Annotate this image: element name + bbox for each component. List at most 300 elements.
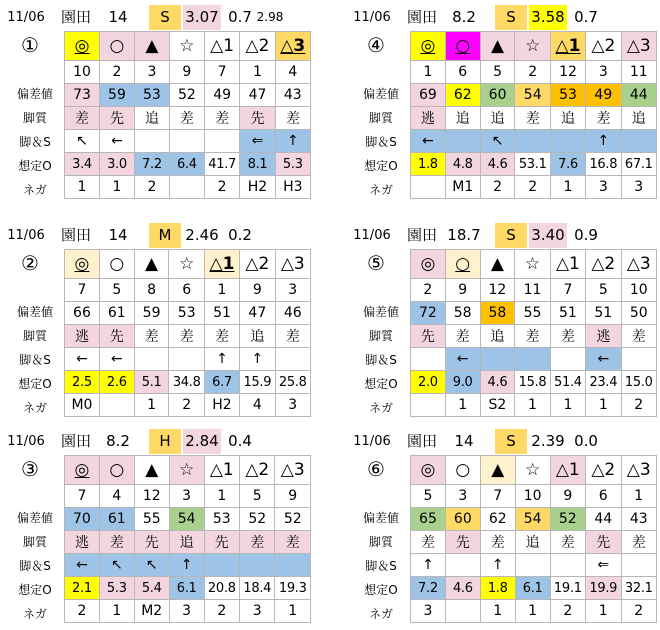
leg-s-cell: ↑ [411, 554, 446, 577]
estimated-odds-cell: 53.1 [515, 153, 550, 176]
leg-type-cell: 逃 [65, 325, 100, 348]
estimated-odds-cell: 7.6 [550, 153, 585, 176]
deviation-cell: 54 [169, 508, 204, 531]
negative-cell: 1 [134, 394, 169, 417]
horse-number-row [411, 61, 657, 84]
estimated-odds-cell: 6.4 [169, 153, 204, 176]
leg-type-cell: 先 [99, 325, 134, 348]
estimated-odds-cell: 8.1 [240, 153, 275, 176]
mark-cell: ▲ [134, 456, 169, 485]
leg-s-cell: ← [445, 348, 480, 371]
race-panel-6 [352, 429, 657, 624]
deviation-cell: 55 [515, 302, 550, 325]
leg-type-cell: 追 [621, 107, 656, 130]
leg-s-row [411, 130, 657, 153]
horse-number-cell: 9 [275, 485, 311, 508]
estimated-odds-cell: 5.3 [99, 577, 134, 600]
negative-row [411, 394, 657, 417]
race-header [6, 5, 311, 30]
leg-s-cell [550, 130, 585, 153]
estimated-odds-cell: 5.4 [134, 577, 169, 600]
leg-s-cell [515, 554, 550, 577]
race-index-a: 3.07 [183, 5, 221, 30]
label-estimated-odds: 想定O [364, 377, 398, 391]
horse-number-cell: 3 [134, 61, 169, 84]
label-estimated-odds: 想定O [364, 159, 398, 173]
leg-type-cell: 追 [240, 325, 275, 348]
race-grade: S [495, 429, 527, 454]
leg-s-cell: ↑ [240, 348, 275, 371]
mark-cell: ▲ [134, 32, 169, 61]
race-index-b: 0.2 [228, 226, 252, 244]
mark-cell: △2 [240, 32, 275, 61]
estimated-odds-cell: 15.8 [515, 371, 550, 394]
horse-number-cell: 7 [65, 279, 100, 302]
mark-cell: △3 [275, 32, 310, 61]
leg-type-cell: 追 [134, 107, 169, 130]
race-index-c [255, 223, 285, 248]
leg-s-cell: ↖ [480, 130, 515, 153]
label-negative: ネガ [22, 401, 47, 415]
label-negative: ネガ [22, 607, 47, 621]
negative-cell: 3 [411, 600, 446, 623]
horse-number-cell: 3 [275, 279, 310, 302]
race-value: 8.2 [452, 8, 476, 26]
estimated-odds-cell: 7.2 [411, 577, 446, 600]
estimated-odds-cell: 16.8 [586, 153, 621, 176]
estimated-odds-cell: 5.1 [134, 371, 169, 394]
deviation-cell: 43 [621, 508, 657, 531]
leg-s-cell: ↖ [99, 554, 134, 577]
negative-cell: 1 [515, 394, 550, 417]
leg-type-cell: 先 [204, 531, 239, 554]
leg-type-cell: 先 [411, 325, 446, 348]
estimated-odds-cell: 2.5 [65, 371, 100, 394]
race-index-b: 0.7 [228, 8, 252, 26]
leg-s-cell [169, 348, 204, 371]
leg-type-cell: 差 [550, 531, 585, 554]
leg-s-cell: ↑ [480, 554, 515, 577]
deviation-cell: 53 [204, 508, 239, 531]
leg-s-cell: ↖ [134, 554, 169, 577]
race-index-b: 0.7 [574, 8, 598, 26]
deviation-cell: 49 [204, 84, 240, 107]
label-estimated-odds: 想定O [364, 583, 398, 597]
horse-number-cell: 12 [134, 485, 169, 508]
race-index-c [601, 5, 631, 30]
race-venue: 園田 [60, 8, 91, 26]
deviation-cell: 52 [169, 84, 204, 107]
horse-number-cell: 1 [411, 61, 446, 84]
estimated-odds-cell: 5.3 [275, 153, 310, 176]
leg-type-row [411, 325, 657, 348]
deviation-cell: 44 [586, 508, 621, 531]
deviation-cell: 49 [586, 84, 621, 107]
estimated-odds-cell: 67.1 [621, 153, 656, 176]
leg-type-cell: 追 [550, 107, 585, 130]
deviation-cell: 62 [480, 508, 515, 531]
mark-cell: △1 [204, 32, 240, 61]
estimated-odds-cell: 6.1 [169, 577, 204, 600]
race-panel-4 [352, 5, 657, 200]
race-value: 14 [454, 432, 474, 450]
leg-s-cell [621, 130, 656, 153]
mark-cell: ☆ [515, 32, 550, 61]
horse-number-cell: 12 [550, 61, 585, 84]
leg-type-cell: 差 [65, 107, 100, 130]
leg-s-cell [204, 130, 240, 153]
leg-type-cell: 差 [275, 325, 310, 348]
label-negative: ネガ [368, 607, 393, 621]
race-table [64, 249, 311, 417]
horse-number-row [411, 485, 657, 508]
negative-cell [169, 176, 204, 199]
mark-cell: ☆ [169, 250, 204, 279]
deviation-cell: 69 [411, 84, 446, 107]
label-deviation: 偏差値 [16, 305, 53, 319]
horse-number-cell: 3 [445, 485, 480, 508]
estimated-odds-cell: 4.8 [445, 153, 480, 176]
race-table [64, 455, 311, 623]
race-index-b: 0.4 [228, 432, 252, 450]
negative-row [411, 176, 657, 199]
horse-number-cell: 4 [275, 61, 310, 84]
estimated-odds-row [411, 153, 657, 176]
label-negative: ネガ [22, 183, 47, 197]
estimated-odds-cell: 7.2 [134, 153, 169, 176]
negative-cell: 1 [550, 394, 585, 417]
leg-type-cell: 差 [515, 107, 550, 130]
negative-cell: H2 [240, 176, 275, 199]
label-leg-s: 脚＆S [365, 353, 397, 367]
negative-cell: 1 [65, 176, 100, 199]
horse-number-cell: 4 [99, 485, 134, 508]
mark-cell: △1 [550, 456, 585, 485]
leg-s-cell [515, 130, 550, 153]
leg-s-cell [275, 554, 311, 577]
negative-cell: H2 [204, 394, 239, 417]
marks-row [411, 32, 657, 61]
negative-cell: 2 [515, 176, 550, 199]
label-leg-s: 脚＆S [19, 559, 51, 573]
estimated-odds-cell: 3.0 [99, 153, 134, 176]
deviation-cell: 43 [275, 84, 310, 107]
leg-type-cell: 差 [586, 107, 621, 130]
race-date: 11/06 [353, 228, 391, 243]
horse-number-cell: 6 [169, 279, 204, 302]
leg-s-cell [169, 130, 204, 153]
deviation-row [65, 302, 311, 325]
race-venue: 園田 [406, 8, 437, 26]
estimated-odds-cell: 19.9 [586, 577, 621, 600]
deviation-row [411, 508, 657, 531]
label-leg-type: 脚質 [22, 111, 47, 125]
race-grade: S [495, 223, 527, 248]
estimated-odds-cell: 4.6 [480, 371, 515, 394]
negative-cell [99, 394, 134, 417]
label-negative: ネガ [368, 401, 393, 415]
deviation-cell: 53 [550, 84, 585, 107]
leg-s-cell: ↑ [204, 348, 239, 371]
estimated-odds-cell: 6.7 [204, 371, 239, 394]
horse-number-cell: 11 [515, 279, 550, 302]
race-grade: M [149, 223, 181, 248]
negative-cell: 2 [621, 600, 657, 623]
estimated-odds-cell: 19.1 [550, 577, 585, 600]
estimated-odds-cell: 23.4 [586, 371, 621, 394]
mark-cell: ☆ [169, 456, 204, 485]
negative-cell: 2 [134, 176, 169, 199]
label-estimated-odds: 想定O [18, 377, 52, 391]
race-number: ① [21, 33, 39, 57]
leg-s-row [65, 348, 311, 371]
race-index-c [601, 223, 631, 248]
leg-type-cell: 差 [480, 531, 515, 554]
race-venue: 園田 [60, 226, 91, 244]
horse-number-cell: 2 [411, 279, 446, 302]
race-panel-2 [6, 223, 311, 418]
leg-s-row [411, 348, 657, 371]
race-header [352, 223, 657, 248]
label-deviation: 偏差値 [362, 511, 399, 525]
negative-cell: 3 [169, 600, 204, 623]
estimated-odds-cell: 18.4 [240, 577, 275, 600]
deviation-cell: 60 [480, 84, 515, 107]
race-venue: 園田 [60, 432, 91, 450]
race-index-a: 2.84 [183, 429, 221, 454]
race-grade: H [149, 429, 181, 454]
negative-cell: 2 [169, 394, 204, 417]
horse-number-cell: 5 [586, 279, 621, 302]
race-number: ④ [367, 33, 385, 57]
negative-cell: 2 [480, 176, 515, 199]
label-leg-s: 脚＆S [19, 353, 51, 367]
mark-cell: △1 [204, 250, 239, 279]
estimated-odds-row [65, 577, 311, 600]
deviation-cell: 72 [411, 302, 446, 325]
horse-number-cell: 9 [240, 279, 275, 302]
leg-s-cell [550, 348, 585, 371]
horse-number-cell: 11 [621, 61, 656, 84]
leg-s-cell [275, 348, 310, 371]
negative-cell [445, 600, 480, 623]
negative-cell: 1 [480, 600, 515, 623]
leg-type-cell: 逃 [411, 107, 446, 130]
leg-s-cell [515, 348, 550, 371]
mark-cell: △1 [550, 250, 585, 279]
race-number: ③ [21, 457, 39, 481]
label-deviation: 偏差値 [16, 511, 53, 525]
mark-cell: △3 [621, 456, 657, 485]
estimated-odds-cell: 15.0 [621, 371, 656, 394]
race-table [410, 249, 657, 417]
race-grade: S [149, 5, 181, 30]
leg-type-row [65, 531, 311, 554]
horse-number-cell: 1 [240, 61, 275, 84]
mark-cell: △2 [240, 250, 275, 279]
deviation-row [65, 508, 311, 531]
marks-row [65, 456, 311, 485]
race-header [6, 223, 311, 248]
label-leg-type: 脚質 [368, 535, 393, 549]
mark-cell: △2 [586, 250, 621, 279]
marks-row [411, 250, 657, 279]
deviation-row [65, 84, 311, 107]
race-value: 8.2 [106, 432, 130, 450]
leg-s-cell: ⇐ [586, 554, 621, 577]
deviation-cell: 44 [621, 84, 656, 107]
mark-cell: ☆ [515, 250, 550, 279]
mark-cell: ○ [99, 456, 134, 485]
label-leg-s: 脚＆S [365, 135, 397, 149]
label-leg-s: 脚＆S [365, 559, 397, 573]
leg-s-cell: ← [65, 348, 100, 371]
deviation-cell: 53 [134, 84, 169, 107]
negative-row [65, 176, 311, 199]
leg-type-cell: 差 [134, 325, 169, 348]
label-estimated-odds: 想定O [18, 159, 52, 173]
horse-number-cell: 10 [65, 61, 100, 84]
label-leg-type: 脚質 [22, 329, 47, 343]
deviation-cell: 51 [586, 302, 621, 325]
label-negative: ネガ [368, 183, 393, 197]
leg-type-cell: 差 [515, 325, 550, 348]
horse-number-cell: 7 [204, 61, 240, 84]
leg-s-cell: ← [99, 130, 134, 153]
leg-type-cell: 差 [275, 531, 311, 554]
leg-s-cell [134, 348, 169, 371]
estimated-odds-cell: 2.0 [411, 371, 446, 394]
race-index-a: 2.46 [185, 226, 219, 244]
negative-cell: 1 [586, 600, 621, 623]
horse-number-cell: 9 [169, 61, 204, 84]
mark-cell: ◎ [411, 456, 446, 485]
leg-s-cell: ← [99, 348, 134, 371]
horse-number-row [65, 485, 311, 508]
horse-number-cell: 9 [550, 485, 585, 508]
race-index-a: 2.39 [531, 432, 565, 450]
leg-type-row [65, 107, 311, 130]
leg-type-cell: 差 [169, 107, 204, 130]
leg-type-cell: 差 [275, 107, 310, 130]
horse-number-row [65, 61, 311, 84]
deviation-cell: 58 [480, 302, 515, 325]
race-table [410, 455, 657, 623]
mark-cell: ☆ [515, 456, 550, 485]
horse-number-cell: 1 [204, 279, 239, 302]
horse-number-row [65, 279, 311, 302]
leg-type-cell: 差 [411, 531, 446, 554]
estimated-odds-cell: 3.4 [65, 153, 100, 176]
leg-type-cell: 差 [169, 325, 204, 348]
horse-number-cell: 1 [621, 485, 657, 508]
leg-s-row [65, 130, 311, 153]
race-index-c [601, 429, 631, 454]
race-header [352, 5, 657, 30]
leg-s-cell [134, 130, 169, 153]
deviation-cell: 62 [445, 84, 480, 107]
mark-cell: △2 [586, 456, 621, 485]
deviation-cell: 54 [515, 84, 550, 107]
deviation-cell: 54 [515, 508, 550, 531]
deviation-cell: 58 [445, 302, 480, 325]
negative-cell: 3 [275, 394, 310, 417]
negative-cell: 2 [550, 600, 585, 623]
race-value: 18.7 [447, 226, 481, 244]
negative-cell: M0 [65, 394, 100, 417]
leg-type-row [65, 325, 311, 348]
race-index-c [255, 429, 285, 454]
label-leg-type: 脚質 [368, 329, 393, 343]
leg-s-cell [621, 554, 657, 577]
estimated-odds-cell: 34.8 [169, 371, 204, 394]
race-panel-3 [6, 429, 311, 624]
estimated-odds-row [65, 153, 311, 176]
leg-type-cell: 先 [586, 531, 621, 554]
deviation-cell: 70 [65, 508, 100, 531]
leg-s-cell: ⇐ [240, 130, 275, 153]
leg-type-cell: 差 [240, 531, 275, 554]
estimated-odds-row [411, 371, 657, 394]
race-number: ⑤ [367, 251, 385, 275]
estimated-odds-cell: 15.9 [240, 371, 275, 394]
deviation-cell: 53 [169, 302, 204, 325]
deviation-cell: 59 [134, 302, 169, 325]
estimated-odds-cell: 2.1 [65, 577, 100, 600]
mark-cell: ☆ [169, 32, 204, 61]
race-index-a: 3.40 [529, 223, 567, 248]
horse-number-cell: 10 [621, 279, 656, 302]
leg-type-cell: 追 [169, 531, 204, 554]
deviation-cell: 47 [240, 302, 275, 325]
mark-cell: ◎ [65, 250, 100, 279]
estimated-odds-cell: 2.6 [99, 371, 134, 394]
estimated-odds-cell: 4.6 [480, 153, 515, 176]
horse-number-cell: 2 [99, 61, 134, 84]
race-index-b: 0.0 [574, 432, 598, 450]
leg-s-cell [204, 554, 239, 577]
deviation-cell: 55 [134, 508, 169, 531]
leg-s-cell [621, 348, 656, 371]
label-estimated-odds: 想定O [18, 583, 52, 597]
negative-cell: 1 [445, 394, 480, 417]
horse-number-cell: 5 [480, 61, 515, 84]
mark-cell: ▲ [480, 32, 515, 61]
horse-number-cell: 8 [134, 279, 169, 302]
negative-row [65, 600, 311, 623]
negative-row [411, 600, 657, 623]
leg-type-cell: 追 [480, 107, 515, 130]
race-date: 11/06 [7, 10, 45, 25]
leg-s-cell [240, 554, 275, 577]
negative-cell: H3 [275, 176, 310, 199]
race-date: 11/06 [7, 434, 45, 449]
negative-cell: M2 [134, 600, 169, 623]
race-table [410, 31, 657, 199]
estimated-odds-cell: 6.1 [515, 577, 550, 600]
marks-row [65, 250, 311, 279]
negative-cell: 2 [204, 176, 240, 199]
label-leg-type: 脚質 [22, 535, 47, 549]
negative-cell: 3 [240, 600, 275, 623]
race-date: 11/06 [353, 10, 391, 25]
horse-number-row [411, 279, 657, 302]
deviation-cell: 61 [99, 508, 134, 531]
horse-number-cell: 2 [515, 61, 550, 84]
deviation-cell: 52 [550, 508, 585, 531]
deviation-cell: 73 [65, 84, 100, 107]
label-leg-s: 脚＆S [19, 135, 51, 149]
